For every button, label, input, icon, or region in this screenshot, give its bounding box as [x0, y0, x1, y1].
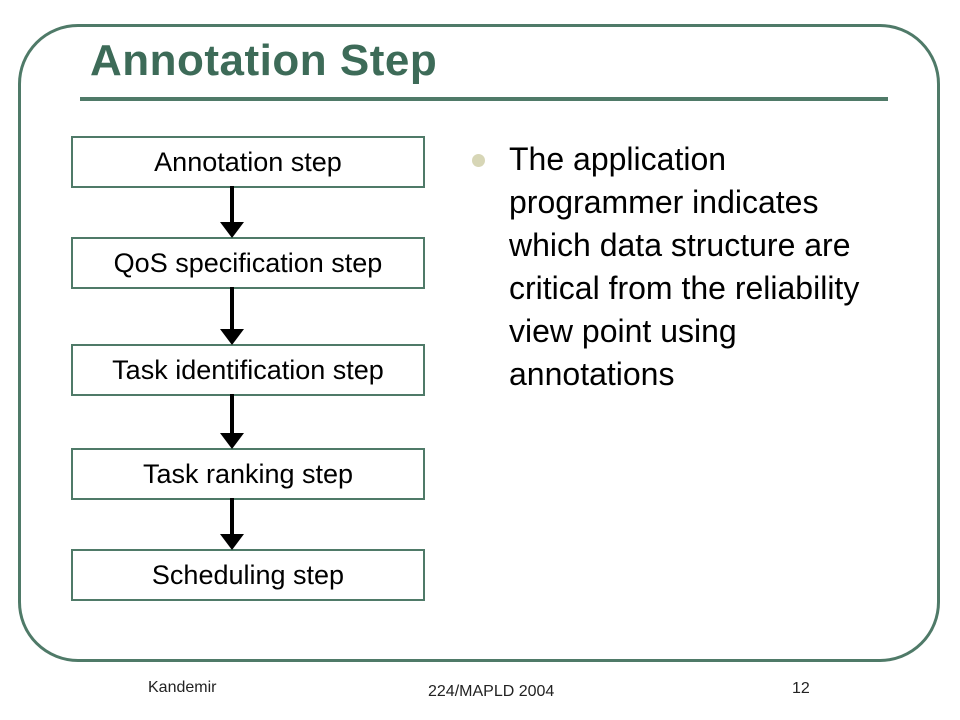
arrow-2	[220, 287, 244, 345]
arrow-1	[220, 186, 244, 238]
footer-author: Kandemir	[148, 679, 217, 696]
footer-page-number: 12	[792, 680, 810, 697]
step-task-identification: Task identification step	[71, 344, 425, 396]
bullet-dot-icon	[472, 154, 485, 167]
step-task-ranking: Task ranking step	[71, 448, 425, 500]
slide-title: Annotation Step	[90, 36, 438, 85]
footer-event: 224/MAPLD 2004	[428, 683, 555, 700]
step-qos-specification: QoS specification step	[71, 237, 425, 289]
arrow-3	[220, 394, 244, 449]
arrow-4	[220, 498, 244, 550]
bullet-text: The application programmer indicates which data structure are critical from the reliability view point using annotations	[509, 141, 860, 392]
step-scheduling: Scheduling step	[71, 549, 425, 601]
step-annotation: Annotation step	[71, 136, 425, 188]
bullet-item	[472, 138, 892, 396]
